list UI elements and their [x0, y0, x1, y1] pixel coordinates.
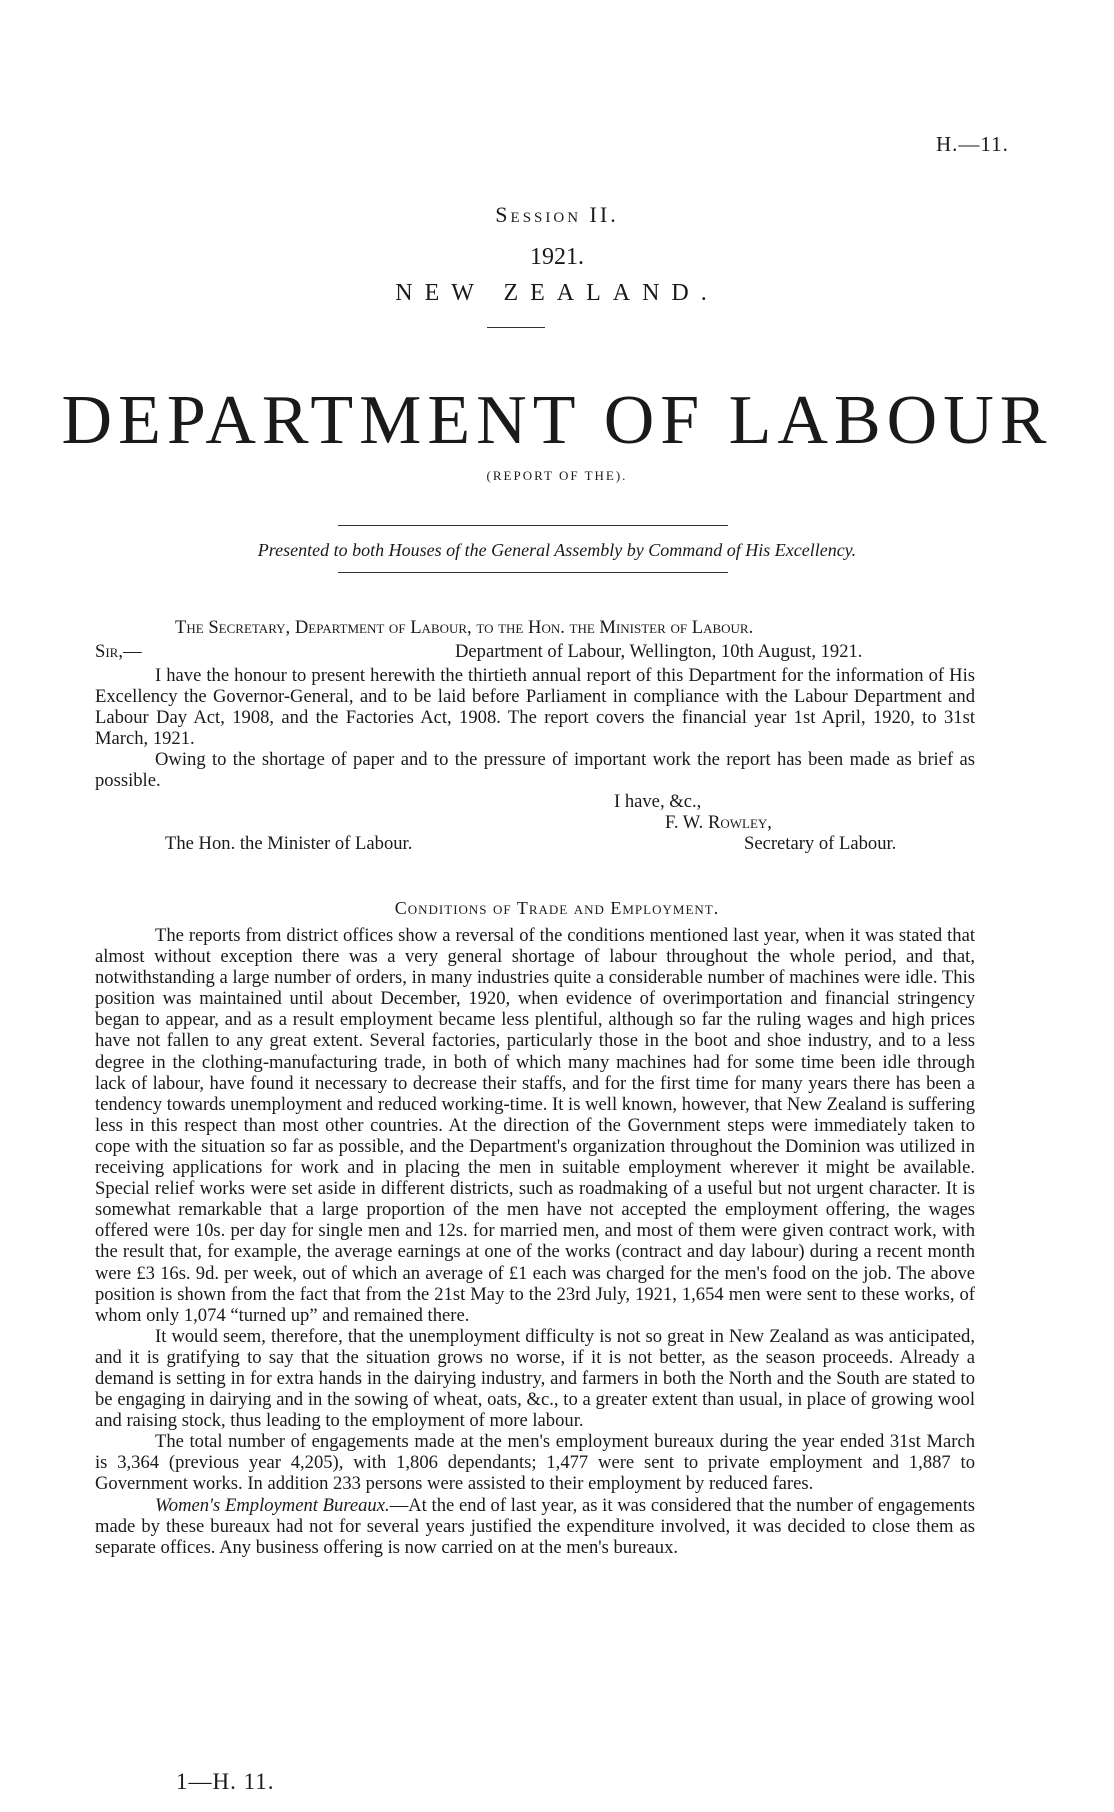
section-body: [95, 925, 975, 1558]
womens-bureaux-text: —At the end of last year, as it was considered that the number of engagements made by these bureaux had not for several years justified the expenditure involved, it was decided to close them as separate offices. Any business offering is now carried on at the men's bureaux.: [95, 1494, 975, 1558]
page-footer-reference: 1—H. 11.: [176, 1769, 275, 1794]
letter-paragraph: I have the honour to present herewith the thirtieth annual report of this Department for the information of His Excellency the Governor-General, and to be laid before Parliament in compliance with the Labour Department and Labour Day Act, 1908, and the Factories Act, 1908. The report covers the financial year 1st April, 1920, to 31st March, 1921.: [95, 665, 975, 750]
paper-reference: H.—11.: [936, 132, 1009, 156]
letter-paragraph: Owing to the shortage of paper and to the pressure of important work the report has been made as brief as possible.: [95, 749, 975, 792]
letter-place-date: Department of Labour, Wellington, 10th August, 1921.: [455, 641, 863, 662]
letter-signatory: F. W. Rowley,: [665, 812, 772, 833]
letter-salutation: Sir,—: [95, 641, 142, 662]
session-label: Session II.: [495, 202, 619, 227]
document-subtitle: (REPORT OF THE).: [486, 468, 628, 483]
bottom-divider: [338, 572, 728, 573]
womens-bureaux-paragraph: [95, 1495, 975, 1558]
section-heading: Conditions of Trade and Employment.: [394, 898, 720, 918]
country-label: NEW ZEALAND.: [395, 280, 719, 306]
letter-signatory-title: Secretary of Labour.: [744, 833, 897, 854]
section-paragraph: The total number of engagements made at the men's employment bureaux during the year ended 31st March is 3,364 (previous year 4,205), with 1,806 dependants; 1,477 were sent to private employment and 1,887 to Government works. In addition 233 persons were assisted to their employment by reduced fares.: [95, 1431, 975, 1495]
short-divider: [487, 327, 545, 328]
section-paragraph: The reports from district offices show a reversal of the conditions mentioned last year, when it was stated that almost without exception there was a very general shortage of labour throughout the whole period, and that, notwithstanding a large number of orders, in many industries quite a considerable number of machines were idle. This position was maintained until about December, 1920, when evidence of overimportation and financial stringency began to appear, and as a result employment became less plentiful, although so far the ruling wages and high prices have not fallen to any great extent. Several factories, particularly those in the boot and shoe industry, and to a less degree in the clothing-manufacturing trade, in both of which many machines had for some time been idle through lack of labour, have found it necessary to decrease their staffs, and for the first time for many years there has been a tendency towards unemployment and reduced working-time. It is well known, however, that New Zealand is suffering less in this respect than most other countries. At the direction of the Government steps were immediately taken to cope with the situation so far as possible, and the Department's organization throughout the Dominion was utilized in receiving applications for work and in placing the men in suitable employment wherever it might be available. Special relief works were set aside in different districts, such as roadmaking of a useful but not urgent character. It is somewhat remarkable that a large proportion of the men have not accepted the employment offering, the wages offered were 10s. per day for single men and 12s. for married men, and most of them were given contract work, with the result that, for example, the average earnings at one of the works (contract and day labour) during a recent month were £3 16s. 9d. per week, out of which an average of £1 each was charged for the men's food on the job. The above position is shown from the fact that from the 21st May to the 23rd July, 1921, 1,654 men were sent to these works, of whom only 1,074 “turned up” and remained there.: [95, 925, 975, 1326]
presented-line: Presented to both Houses of the General Assembly by Command of His Excellency.: [257, 540, 857, 560]
year-label: 1921.: [530, 244, 584, 270]
letter-addressee-line: The Secretary, Department of Labour, to the Hon. the Minister of Labour.: [175, 617, 754, 638]
letter-recipient: The Hon. the Minister of Labour.: [165, 833, 413, 854]
womens-bureaux-label: Women's Employment Bureaux.: [155, 1494, 390, 1516]
section-paragraph: It would seem, therefore, that the unemployment difficulty is not so great in New Zealand as was anticipated, and it is gratifying to say that the situation grows no worse, if it is not better, as the season proceeds. Already a demand is setting in for extra hands in the dairying industry, and farmers in both the North and the South are stated to be engaging in dairying and in the sowing of wheat, oats, &c., to a greater extent than usual, in place of growing wool and raising stock, thus leading to the employment of more labour.: [95, 1325, 975, 1432]
letter-closing: I have, &c.,: [614, 791, 702, 812]
document-title: DEPARTMENT OF LABOUR: [61, 382, 1053, 459]
letter-body: [95, 665, 975, 792]
top-divider: [338, 525, 728, 526]
